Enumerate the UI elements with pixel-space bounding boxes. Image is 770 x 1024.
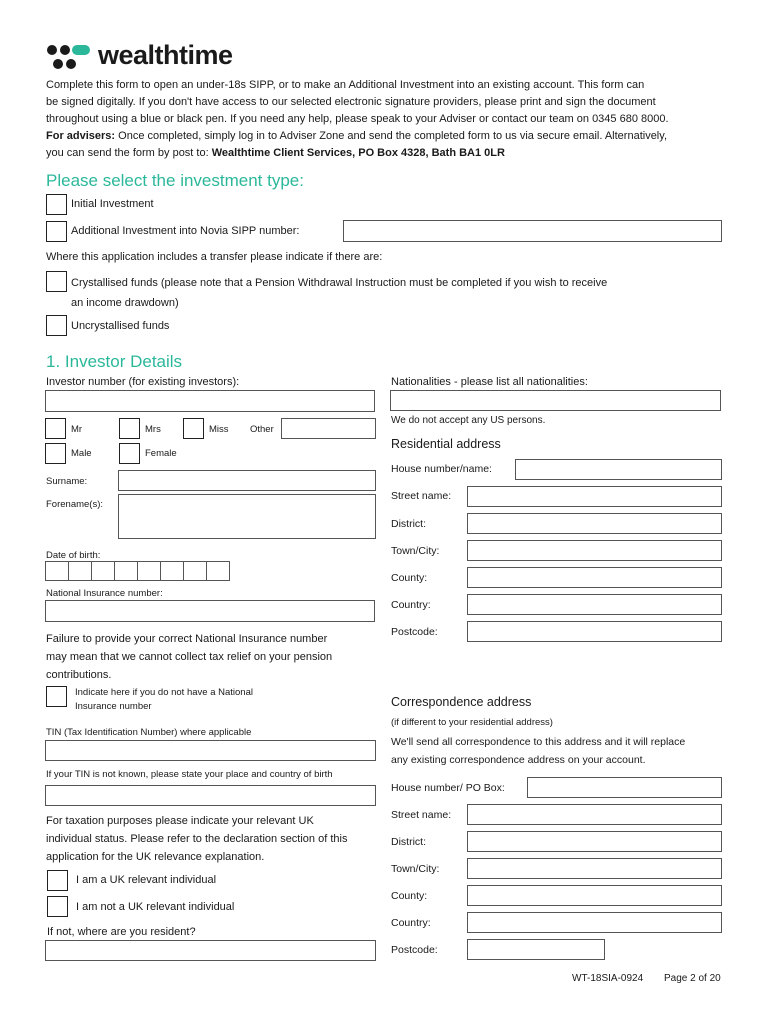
- res-house-label: House number/name:: [391, 463, 492, 475]
- ni-warning: [46, 630, 376, 684]
- tin-label: TIN (Tax Identification Number) where applicable: [46, 727, 252, 738]
- res-street-input[interactable]: [467, 486, 722, 507]
- page-number: Page 2 of 20: [664, 973, 721, 984]
- surname-input[interactable]: [118, 470, 376, 491]
- corr-house-label: House number/ PO Box:: [391, 782, 505, 794]
- corr-postcode-label: Postcode:: [391, 944, 438, 956]
- forenames-input[interactable]: [118, 494, 376, 539]
- ni-warning-3: contributions.: [46, 669, 112, 681]
- dob-label: Date of birth:: [46, 550, 101, 561]
- res-country-label: Country:: [391, 599, 431, 611]
- res-district-input[interactable]: [467, 513, 722, 534]
- advisers-line-2: you can send the form by post to:: [46, 147, 212, 159]
- crystallised-checkbox[interactable]: [46, 271, 67, 292]
- dob-digit[interactable]: [68, 561, 92, 581]
- res-house-input[interactable]: [515, 459, 722, 480]
- residential-heading: Residential address: [391, 437, 501, 451]
- res-street-label: Street name:: [391, 490, 452, 502]
- no-ni-checkbox[interactable]: [46, 686, 67, 707]
- correspondence-note: [391, 733, 731, 769]
- correspondence-sub: (if different to your residential address): [391, 717, 553, 728]
- dob-digit[interactable]: [160, 561, 184, 581]
- sipp-number-input[interactable]: [343, 220, 722, 242]
- dob-digit[interactable]: [114, 561, 138, 581]
- res-postcode-label: Postcode:: [391, 626, 438, 638]
- intro-text: [46, 77, 736, 128]
- investor-number-label: Investor number (for existing investors):: [46, 376, 240, 388]
- wealthtime-logo-icon: [46, 43, 94, 73]
- correspondence-note-1: We'll send all correspondence to this address and it will replace: [391, 736, 686, 748]
- form-code: WT-18SIA-0924: [572, 973, 644, 984]
- advisers-text: [46, 128, 746, 162]
- tax-status-2: individual status. Please refer to the declaration section of this: [46, 833, 348, 845]
- corr-street-input[interactable]: [467, 804, 722, 825]
- initial-investment-checkbox[interactable]: [46, 194, 67, 215]
- male-checkbox[interactable]: [45, 443, 66, 464]
- corr-country-label: Country:: [391, 917, 431, 929]
- additional-investment-checkbox[interactable]: [46, 221, 67, 242]
- uk-relevant-checkbox[interactable]: [47, 870, 68, 891]
- corr-country-input[interactable]: [467, 912, 722, 933]
- tax-status-1: For taxation purposes please indicate your relevant UK: [46, 815, 314, 827]
- res-country-input[interactable]: [467, 594, 722, 615]
- title-miss-label: Miss: [209, 424, 229, 435]
- investor-details-heading: 1. Investor Details: [46, 352, 183, 371]
- investment-type-heading: Please select the investment type:: [46, 171, 304, 190]
- correspondence-heading: Correspondence address: [391, 695, 532, 709]
- advisers-address: Wealthtime Client Services, PO Box 4328, Bath BA1 0LR: [211, 147, 505, 159]
- birth-place-input[interactable]: [45, 785, 376, 806]
- ni-warning-2: may mean that we cannot collect tax relief on your pension: [46, 651, 333, 663]
- uncrystallised-checkbox[interactable]: [46, 315, 67, 336]
- ni-input[interactable]: [45, 600, 375, 622]
- not-uk-relevant-checkbox[interactable]: [47, 896, 68, 917]
- surname-label: Surname:: [46, 476, 88, 487]
- ni-label: National Insurance number:: [46, 588, 163, 599]
- dob-input[interactable]: [45, 561, 229, 581]
- not-resident-label: If not, where are you resident?: [47, 926, 196, 938]
- not-uk-relevant-label: I am not a UK relevant individual: [76, 901, 235, 913]
- dob-digit[interactable]: [206, 561, 230, 581]
- intro-line-2: be signed digitally. If you don't have access to our selected electronic signature providers, please print and sign the document: [46, 96, 656, 108]
- male-label: Male: [71, 448, 92, 459]
- crystallised-label-1: Crystallised funds (please note that a Pension Withdrawal Instruction must be completed if you wish to receive: [71, 277, 608, 289]
- title-other-input[interactable]: [281, 418, 376, 439]
- title-mr-checkbox[interactable]: [45, 418, 66, 439]
- brand-name: wealthtime: [98, 40, 233, 70]
- us-persons-note: We do not accept any US persons.: [391, 415, 546, 426]
- uncrystallised-label: Uncrystallised funds: [71, 320, 170, 332]
- corr-district-label: District:: [391, 836, 426, 848]
- title-miss-checkbox[interactable]: [183, 418, 204, 439]
- female-checkbox[interactable]: [119, 443, 140, 464]
- nationalities-input[interactable]: [390, 390, 721, 411]
- crystallised-label-2: an income drawdown): [71, 297, 179, 309]
- dob-digit[interactable]: [183, 561, 207, 581]
- tin-unknown-label: If your TIN is not known, please state your place and country of birth: [46, 769, 333, 780]
- no-ni-label-2: Insurance number: [75, 701, 152, 712]
- corr-county-label: County:: [391, 890, 428, 902]
- tax-status-text: [46, 812, 381, 866]
- tax-status-3: application for the UK relevance explanation.: [46, 851, 265, 863]
- transfer-question: Where this application includes a transfer please indicate if there are:: [46, 251, 383, 263]
- title-mrs-label: Mrs: [145, 424, 161, 435]
- dob-digit[interactable]: [137, 561, 161, 581]
- residence-input[interactable]: [45, 940, 376, 961]
- corr-house-input[interactable]: [527, 777, 722, 798]
- female-label: Female: [145, 448, 177, 459]
- correspondence-note-2: any existing correspondence address on your account.: [391, 754, 646, 766]
- title-mrs-checkbox[interactable]: [119, 418, 140, 439]
- intro-line-1: Complete this form to open an under-18s SIPP, or to make an Additional Investment into an existing account. This form can: [46, 79, 645, 91]
- no-ni-label-1: Indicate here if you do not have a National: [75, 687, 253, 698]
- intro-line-3: throughout using a blue or black pen. If you need any help, please speak to your Adviser or contact our team on 0345 680 8000.: [46, 113, 669, 125]
- advisers-line-1: Once completed, simply log in to Adviser Zone and send the completed form to us via secure email. Alternatively,: [115, 130, 667, 142]
- corr-town-input[interactable]: [467, 858, 722, 879]
- corr-district-input[interactable]: [467, 831, 722, 852]
- advisers-label: For advisers:: [46, 130, 116, 142]
- ni-warning-1: Failure to provide your correct National Insurance number: [46, 633, 328, 645]
- res-county-label: County:: [391, 572, 428, 584]
- corr-town-label: Town/City:: [391, 863, 440, 875]
- res-postcode-input[interactable]: [467, 621, 722, 642]
- res-town-input[interactable]: [467, 540, 722, 561]
- nationalities-label: Nationalities - please list all nationalities:: [391, 376, 588, 388]
- res-town-label: Town/City:: [391, 545, 440, 557]
- title-mr-label: Mr: [71, 424, 83, 435]
- initial-investment-label: Initial Investment: [71, 198, 154, 210]
- res-district-label: District:: [391, 518, 426, 530]
- investor-number-input[interactable]: [45, 390, 375, 412]
- title-other-label: Other: [250, 424, 274, 435]
- tin-input[interactable]: [45, 740, 376, 761]
- additional-investment-label: Additional Investment into Novia SIPP number:: [71, 225, 300, 237]
- corr-postcode-input[interactable]: [467, 939, 605, 960]
- uk-relevant-label: I am a UK relevant individual: [76, 874, 217, 886]
- dob-digit[interactable]: [45, 561, 69, 581]
- corr-county-input[interactable]: [467, 885, 722, 906]
- brand-logo: [46, 41, 266, 73]
- corr-street-label: Street name:: [391, 809, 452, 821]
- forenames-label: Forename(s):: [46, 499, 104, 510]
- dob-digit[interactable]: [91, 561, 115, 581]
- res-county-input[interactable]: [467, 567, 722, 588]
